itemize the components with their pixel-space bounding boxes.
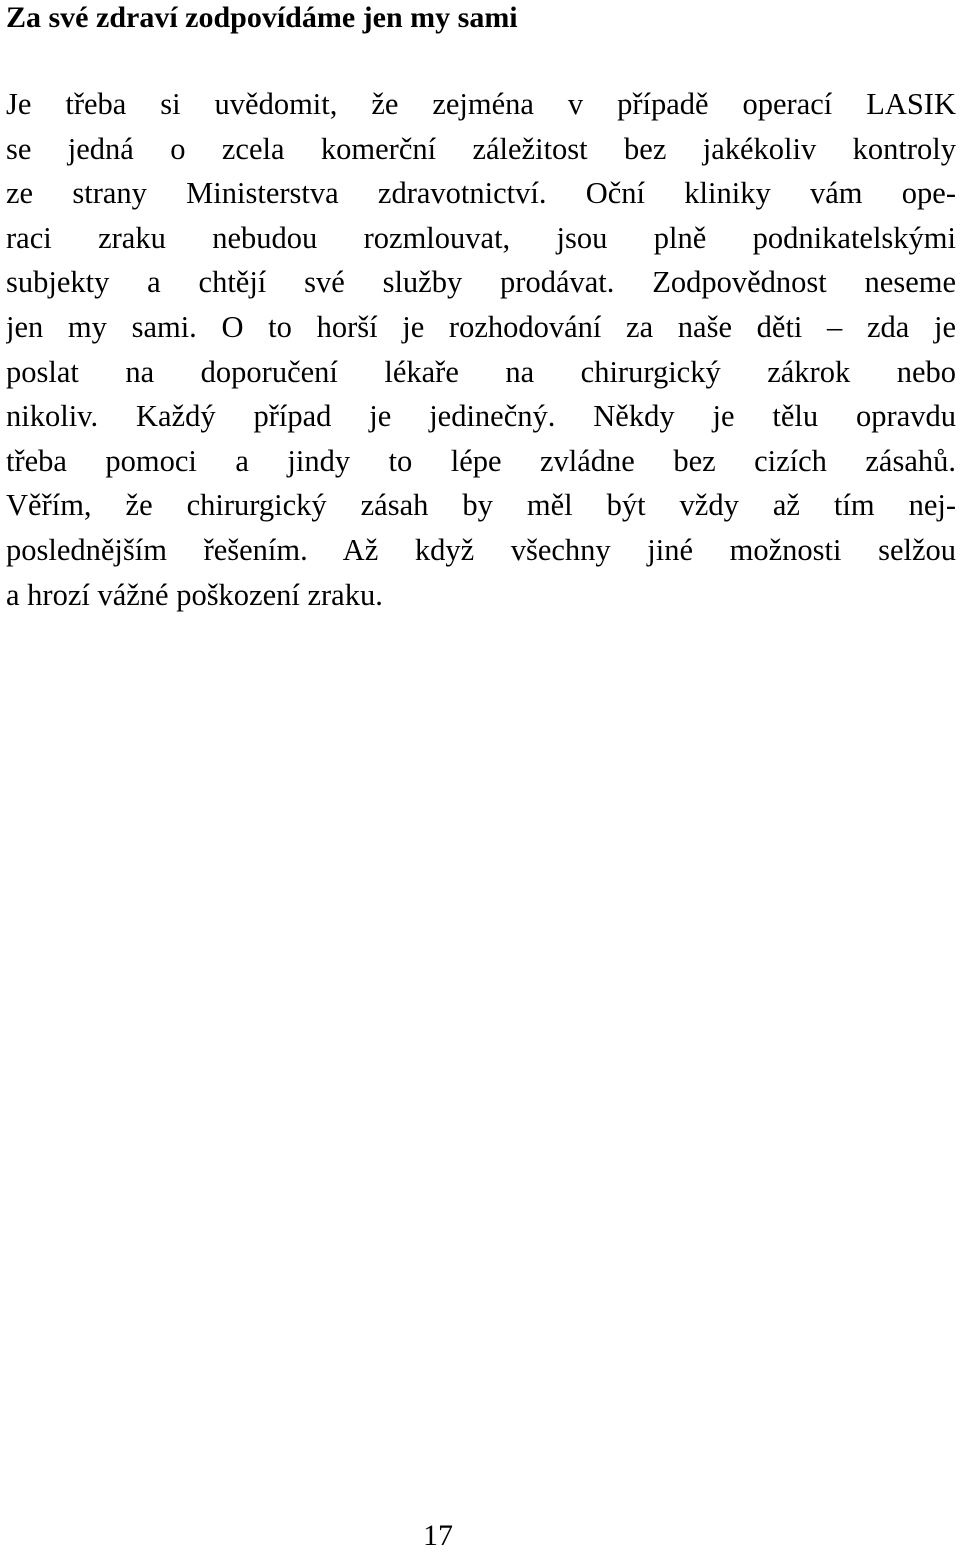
page-heading: Za své zdraví zodpovídáme jen my sami <box>6 1 518 34</box>
paragraph-line: ze strany Ministerstva zdravotnictví. Oční kliniky vám ope- <box>6 176 956 211</box>
body-paragraph <box>6 82 956 617</box>
paragraph-line: poslat na doporučení lékaře na chirurgický zákrok nebo <box>6 354 956 389</box>
paragraph-line: subjekty a chtějí své služby prodávat. Zodpovědnost neseme <box>6 265 956 300</box>
paragraph-line: nikoliv. Každý případ je jedinečný. Někdy je tělu opravdu <box>6 399 956 434</box>
paragraph-line: jen my sami. O to horší je rozhodování za naše děti – zda je <box>6 309 956 344</box>
paragraph-line: třeba pomoci a jindy to lépe zvládne bez cizích zásahů. <box>6 443 956 478</box>
paragraph-line: a hrozí vážné poškození zraku. <box>6 577 383 612</box>
page-number: 17 <box>423 1519 453 1552</box>
paragraph-line: se jedná o zcela komerční záležitost bez jakékoliv kontroly <box>6 131 956 166</box>
paragraph-line: raci zraku nebudou rozmlouvat, jsou plně podnikatelskými <box>6 220 956 255</box>
paragraph-line: Je třeba si uvědomit, že zejména v případě operací LASIK <box>6 87 956 121</box>
paragraph-line: poslednějším řešením. Až když všechny jiné možnosti selžou <box>6 532 956 567</box>
paragraph-line: Věřím, že chirurgický zásah by měl být vždy až tím nej- <box>6 488 956 523</box>
